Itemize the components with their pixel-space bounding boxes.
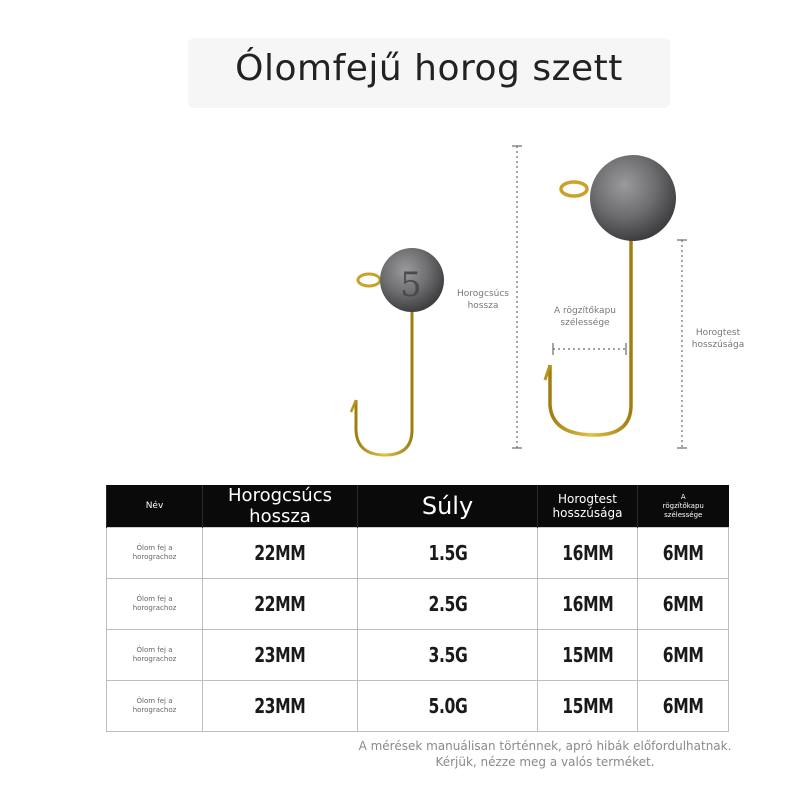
- cell-gap-width: 6MM: [638, 528, 729, 579]
- table-row: [107, 630, 729, 681]
- cell-tip-length: 22MM: [203, 579, 358, 630]
- cell-shank-length: 15MM: [538, 681, 638, 732]
- label-tip-length: Horogcsúcs hossza: [457, 289, 509, 311]
- cell-weight: 5.0G: [358, 681, 538, 732]
- small-jig-hook: [351, 248, 444, 455]
- header-shank-length: Horogtest hosszúsága: [538, 485, 638, 528]
- cell-name: Ólom fej a horograchoz: [107, 681, 203, 732]
- spec-table: [106, 485, 729, 732]
- cell-shank-length: 16MM: [538, 528, 638, 579]
- header-tip-length: Horogcsúcs hossza: [203, 485, 358, 528]
- label-gap-width: A rögzítőkapu szélessége: [554, 306, 616, 328]
- cell-name: Ólom fej a horograchoz: [107, 579, 203, 630]
- cell-tip-length: 22MM: [203, 528, 358, 579]
- header-weight: Súly: [358, 485, 538, 528]
- cell-tip-length: 23MM: [203, 630, 358, 681]
- large-jig-hook: [545, 155, 676, 435]
- cell-name: Ólom fej a horograchoz: [107, 528, 203, 579]
- cell-gap-width: 6MM: [638, 579, 729, 630]
- table-row: [107, 579, 729, 630]
- head-number: 5: [400, 265, 422, 305]
- cell-name: Ólom fej a horograchoz: [107, 630, 203, 681]
- cell-weight: 2.5G: [358, 579, 538, 630]
- cell-gap-width: 6MM: [638, 630, 729, 681]
- header-name: Név: [107, 485, 203, 528]
- cell-shank-length: 16MM: [538, 579, 638, 630]
- hook-illustration: [0, 130, 800, 470]
- table-header-row: [107, 485, 729, 528]
- cell-weight: 1.5G: [358, 528, 538, 579]
- table-row: [107, 681, 729, 732]
- cell-gap-width: 6MM: [638, 681, 729, 732]
- cell-shank-length: 15MM: [538, 630, 638, 681]
- header-gap-width: A rögzítőkapu szélessége: [638, 485, 729, 528]
- hook-diagram: [0, 130, 800, 470]
- cell-tip-length: 23MM: [203, 681, 358, 732]
- disclaimer-note: A mérések manuálisan történnek, apró hibák előfordulhatnak. Kérjük, nézze meg a valós terméket.: [358, 739, 732, 769]
- label-shank-length: Horogtest hosszúsága: [691, 328, 745, 350]
- cell-weight: 3.5G: [358, 630, 538, 681]
- table-row: [107, 528, 729, 579]
- page-title: Ólomfejű horog szett: [235, 48, 623, 89]
